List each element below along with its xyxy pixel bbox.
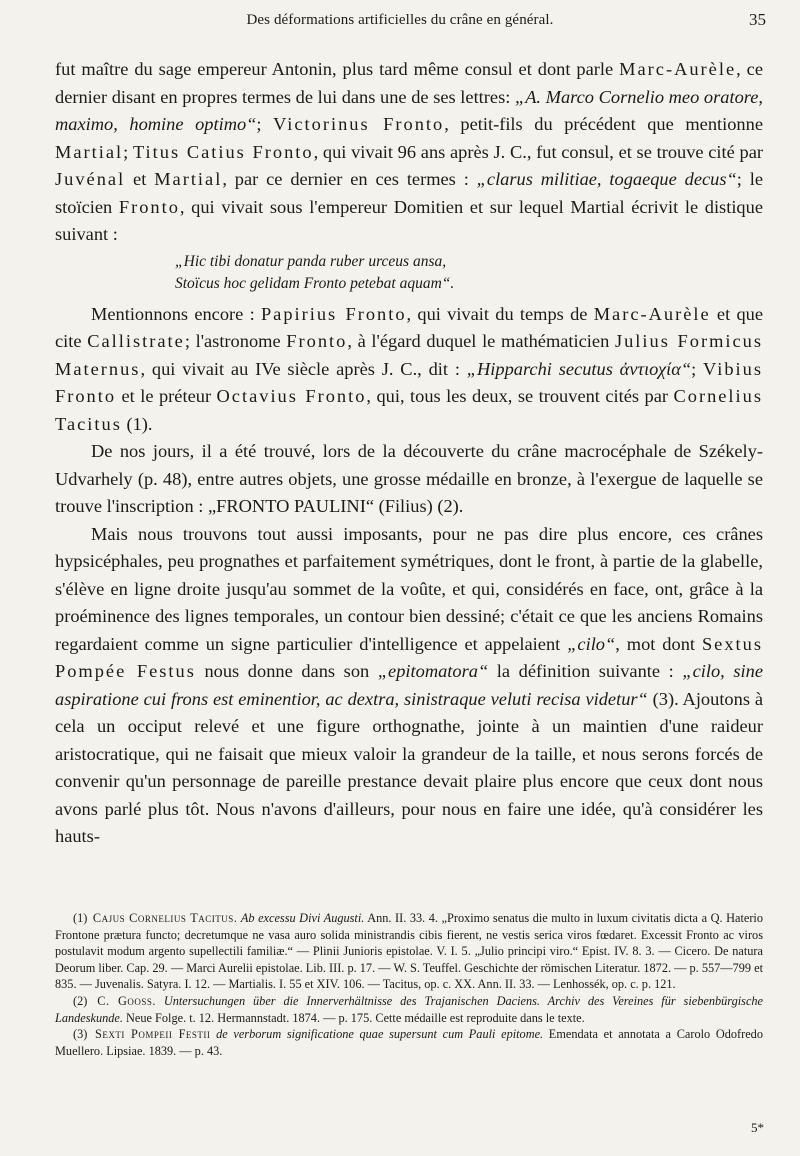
name-martial: Martial [154, 169, 223, 189]
text-run: , à l'égard duquel le mathématicien [347, 331, 615, 351]
text-run: la définition suivante : [488, 661, 683, 681]
paragraph-4 [55, 521, 763, 851]
name-titus-catius-fronto: Titus Catius Fronto [132, 141, 314, 162]
latin-quote: „clarus militiae, togaeque decus“ [476, 169, 737, 189]
name-octavius-fronto: Octavius Fronto [216, 386, 367, 406]
text-run: , ce dernier disant en propres termes de lui dans une de ses lettres: [55, 59, 763, 107]
name-victorinus-fronto: Victorinus Fronto [273, 114, 445, 134]
name-marc-aurele: Marc-Aurèle [593, 303, 711, 324]
text-run: ; le stoïcien [55, 169, 764, 217]
distich-line-2: Stoïcus hoc gelidam Fronto petebat aquam“. [175, 274, 455, 292]
body-text [55, 56, 763, 851]
footnote-2 [55, 993, 763, 1026]
footnote-author: C. Gooss. [97, 993, 156, 1008]
paragraph-1 [55, 56, 763, 249]
name-papirius-fronto: Papirius Fronto [260, 303, 407, 324]
name-marc-aurele: Marc-Aurèle [619, 59, 737, 79]
distich-quote [55, 251, 763, 295]
name-julius-formicus-maternus: Julius Formicus Maternus [55, 331, 764, 379]
paragraph-3: De nos jours, il a été trouvé, lors de la découverte du crâne macrocéphale de Székely-Udvarhely (p. 48), entre autres objets, une grosse médaille en bronze, à l'exergue de laquelle se trouve l'inscription : „FRONTO PAULINI“ (Filius) (2). [55, 441, 763, 516]
text-run: ; l'astronome [184, 331, 287, 351]
text-run: Mentionnons encore : [91, 303, 261, 324]
text-run: , mot dont [615, 633, 702, 654]
text-run: , par ce dernier en ces termes : [222, 169, 477, 189]
footnote-work: de verborum significatione quae supersunt cum Pauli epitome. [216, 1027, 544, 1042]
text-run: , qui vivait 96 ans après J. C., fut consul, et se trouve cité par [313, 141, 763, 162]
footnote-work: Untersuchungen über die Innerverhältnisse des Trajanischen Daciens. Archiv des Vereines für siebenbürgische Landeskunde. [55, 993, 764, 1025]
page-number: 35 [749, 10, 766, 29]
footnote-text: Emendata et annotata a Carolo Odofredo Muellero. Lipsiae. 1839. — p. 43. [55, 1027, 763, 1058]
name-cornelius-tacitus: Cornelius Tacitus [55, 386, 763, 434]
text-run: , qui vivait du temps de [406, 303, 594, 324]
text-run: , qui, tous les deux, se trouvent cités par [366, 386, 674, 406]
running-title: Des déformations artificielles du crâne en général. [246, 12, 554, 28]
latin-quote: „cilo, sine aspiratione cui frons est eminentior, ac dextra, sinistraque veluti recisa videtur“ [55, 661, 764, 709]
latin-term-cilo: „cilo“ [567, 633, 616, 654]
footnote-text: Neue Folge. t. 12. Hermannstadt. 1874. — p. 175. Cette médaille est reproduite dans le texte. [122, 1010, 585, 1025]
footnote-number: (3) [73, 1027, 88, 1042]
text-run: , qui vivait au IVe siècle après J. C., dit : [140, 358, 467, 379]
name-sextus-pompee-festus: Sextus Pompée Festus [55, 633, 763, 681]
footnote-text: Ann. II. 33. 4. „Proximo senatus die multo in luxum civitatis dicta a Q. Haterio Frontone prætura functo; decretumque ne vasa auro solida ministrandis cibis fierent, ne vestis serica viros fœdaret. Excessit Fronto ac viros postulavit modum argento supellectili familiæ.“ — Plinii Junioris epistolae. V. I. 5. „Julio principi viro.“ Epist. IV. 8. 3. — Cicero. De natura Deorum liber. Cap. 29. — Marci Aurelii epistolae. Lib. III. p. 17. — W. S. Teuffel. Geschichte der römischen Literatur. 1872. — p. 557—799 et 835. — Juvenalis. Satyra. I. 12. — Martialis. I. 55 et XIV. 106. — Tacitus, op. c. XX. Ann. II. 33. — Lenhossék, op. c. p. 121. [55, 911, 763, 992]
text-run: et que cite [55, 303, 763, 351]
text-run: nous donne dans son [195, 661, 378, 681]
text-run: (1). [121, 413, 153, 434]
footnotes [55, 910, 763, 1059]
name-fronto: Fronto [118, 196, 180, 217]
name-callistrate: Callistrate [87, 331, 185, 351]
name-fronto: Fronto [286, 331, 348, 351]
text-run: fut maître du sage empereur Antonin, plus tard même consul et dont parle [55, 59, 620, 79]
footnote-1 [55, 910, 763, 993]
text-run: Mais nous trouvons tout aussi imposants, pour ne pas dire plus encore, ces crânes hypsicéphales, peu prognathes et parfaitement symétriques, dont le front, à partie de la glabelle, s'élève en ligne droite jusqu'au sommet de la voûte, et qui, considérés en face, ont, grâce à la proéminence des lignes temporales, un contour bien dessiné; c'était ce que les anciens Romains regardaient comme un signe particulier d'intelligence et appelaient [55, 523, 763, 654]
footnote-work: Ab excessu Divi Augusti. [240, 911, 365, 925]
signature-mark: 5* [751, 1120, 764, 1135]
footnote-author: Cajus Cornelius Tacitus. [92, 911, 238, 925]
name-vibius-fronto: Vibius Fronto [55, 358, 763, 406]
text-run: ; [691, 358, 704, 379]
name-juvenal: Juvénal [55, 169, 126, 189]
footnote-number: (1) [73, 911, 88, 925]
paragraph-2 [55, 301, 763, 439]
latin-term-epitomatora: „epitomatora“ [377, 661, 489, 681]
footnote-author: Sexti Pompeii Festii [95, 1027, 211, 1042]
text-run: , qui vivait sous l'empereur Domitien et sur lequel Martial écrivit le distique suivant : [55, 196, 763, 244]
text-run: , petit-fils du précédent que mentionne [444, 114, 763, 134]
footnote-number: (2) [73, 993, 88, 1008]
latin-quote: „Hipparchi secutus ἀντιοχία“ [466, 358, 692, 379]
text-run: ; [256, 114, 274, 134]
text-run: et [125, 169, 155, 189]
text-run: et le préteur [116, 386, 217, 406]
text-run: ; [123, 141, 133, 162]
text-run: (3). Ajoutons à cela un occiput relevé et une figure orthognathe, jointe à un maintien d'une raideur aristocratique, qui ne faisait que mieux valoir la grandeur de la taille, et nous serons forcés de convenir qu'un personnage de pareille prestance devait plaire plus encore que ceux dont nous avons parlé plus tôt. Nous n'avons d'ailleurs, pour nous en faire une idée, qu'à considérer les hauts- [55, 688, 763, 846]
distich-line-1: „Hic tibi donatur panda ruber urceus ansa, [175, 252, 447, 270]
footnote-3 [55, 1026, 763, 1059]
name-martial: Martial [55, 141, 124, 162]
latin-quote: „A. Marco Cornelio meo oratore, maximo, homine optimo“ [55, 86, 763, 134]
running-head [0, 8, 800, 36]
